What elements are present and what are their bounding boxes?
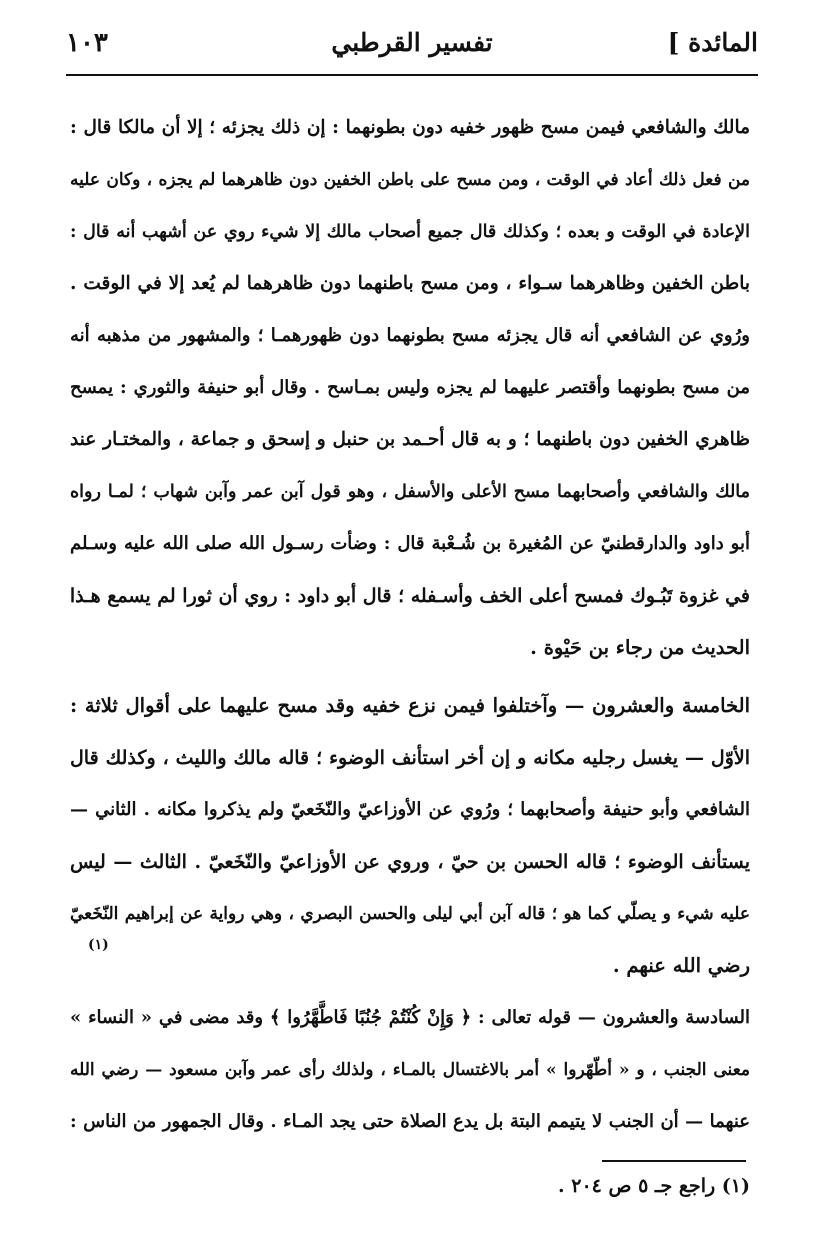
text-line: من مسح بطونهما وأقتصر عليهما لم يجزه وليس بمـاسح . وقال أبو حنيفة والثوري : يمسح (70, 377, 750, 398)
header-rule (66, 74, 758, 76)
text-line: ورُوي عن الشافعي أنه قال يجزئه مسح بطونهما دون ظهورهمـا ؛ والمشهور من مذهبه أنه (70, 325, 750, 346)
footnote-rule (602, 1160, 746, 1162)
book-title: تفسير القرطبي (331, 28, 493, 57)
text-line: الخامسة والعشرون — وآختلفوا فيمن نزع خفيه وقد مسح عليهما على أقوال ثلاثة : (70, 694, 750, 717)
text-line: عليه شيء و يصلّي كما هو ؛ قاله آبن أبي ليلى والحسن البصري ، وهي رواية عن إبراهيم النّخَعيّ (70, 904, 750, 924)
text-line: الشافعي وأبو حنيفة وأصحابهما ؛ ورُوي عن الأوزاعيّ والنّخَعيّ ولم يذكروا مكانه . الثاني — (70, 799, 750, 820)
surah-name: المائدة ] (667, 28, 758, 57)
text-line: من فعل ذلك أعاد في الوقت ، ومن مسح على باطن الخفين دون ظاهرهما لم يجزه ، وكان عليه (70, 170, 750, 190)
text-line: الحديث من رجاء بن حَيْوة . (530, 636, 750, 659)
page-header (66, 24, 758, 76)
text-line: رضي الله عنهم . (612, 954, 750, 977)
text-line: في غزوة تَبُـوك فمسح أعلى الخف وأسـفله ؛ قال أبو داود : روي أن ثورا لم يسمع هـذا (70, 585, 750, 607)
text-line: الأوّل — يغسل رجليه مكانه و إن أخر استأنف الوضوء ؛ قاله مالك والليث ، وكذلك قال (70, 747, 750, 769)
page-number: ١٠٣ (66, 28, 108, 58)
text-line: مالك والشافعي فيمن مسح ظهور خفيه دون بطونهما : إن ذلك يجزئه ؛ إلا أن مالكا قال : (70, 117, 750, 138)
text-line: باطن الخفين وظاهرهما سـواء ، ومن مسح باطنهما دون ظاهرهما لم يُعد إلا في الوقت . (70, 273, 750, 294)
text-line: الإعادة في الوقت و بعده ؛ وكذلك قال جميع أصحاب مالك إلا شيء روي عن أشهب أنه قال : (70, 222, 750, 242)
footnote: (١) راجع جـ ٥ ص ٢٠٤ . (558, 1175, 750, 1197)
footnote-marker: (١) (88, 937, 109, 953)
text-line: عنهما — أن الجنب لا يتيمم البتة بل يدع الصلاة حتى يجد المـاء . وقال الجمهور من الناس : (70, 1111, 750, 1132)
text-line: يستأنف الوضوء ؛ قاله الحسن بن حيّ ، وروي عن الأوزاعيّ والنّخَعيّ . الثالث — ليس (70, 851, 750, 873)
text-line: ظاهري الخفين دون باطنهما ؛ و به قال أحـمد بن حنبل و إسحق و جماعة ، والمختـار عند (70, 429, 750, 450)
text-line: مالك والشافعي وأصحابهما مسح الأعلى والأسفل ، وهو قول آبن عمر وآبن شهاب ؛ لمـا رواه (70, 482, 750, 502)
text-line: أبو داود والدارقطنيّ عن المُغيرة بن شُـعْبة قال : وضأت رسـول الله صلى الله عليه وسـلم (70, 533, 750, 554)
text-line: السادسة والعشرون — قوله تعالى : ﴿ وَإِنْ كُنْتُمْ جُنُبًا فَاطَّهَّرُوا ﴾ وقد مضى في « النساء » (70, 1007, 750, 1028)
text-line: معنى الجنب ، و « أطّهّروا » أمر بالاغتسال بالمـاء ، ولذلك رأى عمر وآبن مسعود — رضي الله (70, 1060, 750, 1080)
